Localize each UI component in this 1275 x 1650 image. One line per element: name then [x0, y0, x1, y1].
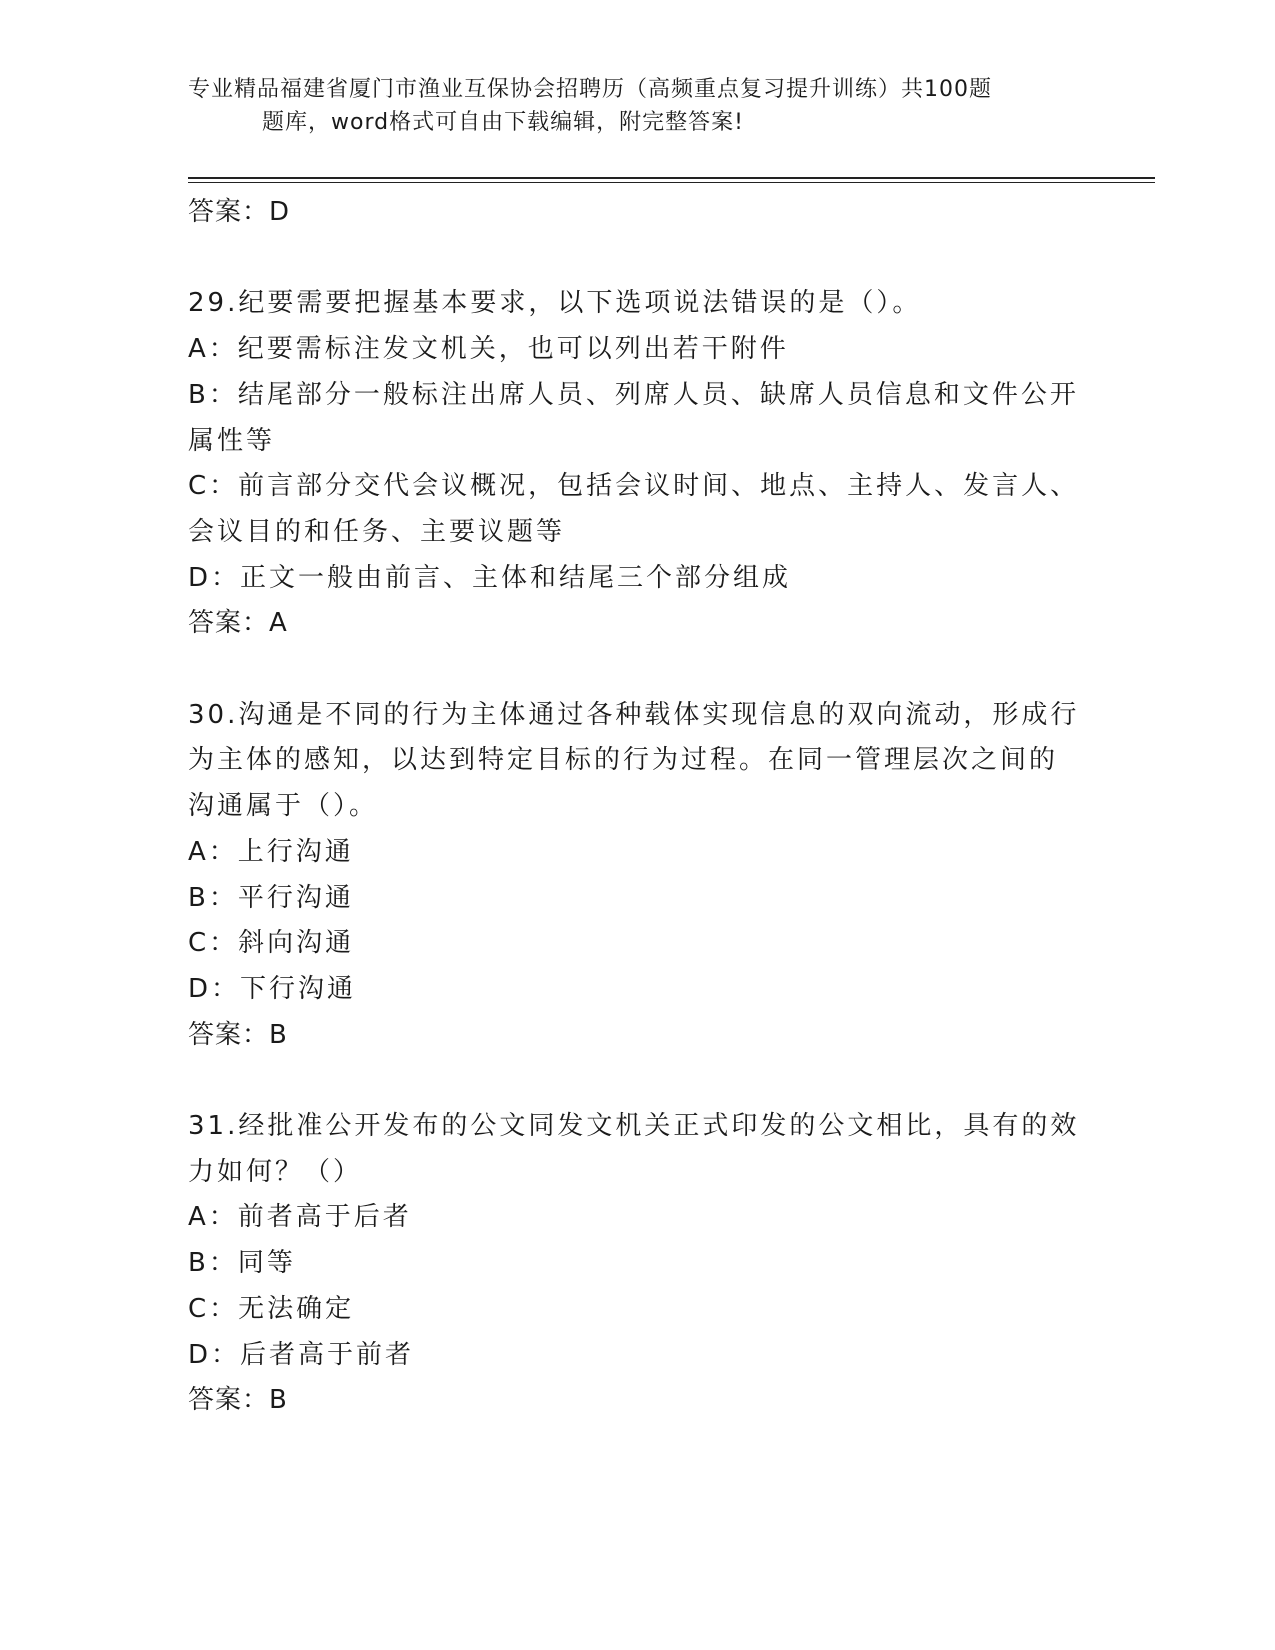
answer: 答案：B	[188, 1019, 288, 1050]
option-a: A：纪要需标注发文机关，也可以列出若干附件	[188, 334, 789, 365]
question-text-line1: 30.沟通是不同的行为主体通过各种载体实现信息的双向流动，形成行	[188, 699, 1080, 730]
option-b: B：平行沟通	[188, 882, 354, 913]
header-rule-thin	[188, 182, 1155, 183]
previous-answer: 答案：D	[188, 197, 291, 227]
question-text-line3: 沟通属于（）。	[188, 791, 379, 822]
header-rule-thick	[188, 177, 1155, 179]
question-31	[188, 1104, 1088, 1424]
document-body	[188, 190, 1088, 1424]
option-d: D：正文一般由前言、主体和结尾三个部分组成	[188, 562, 792, 593]
option-c	[188, 464, 1088, 555]
document-header	[188, 73, 1068, 139]
option-c: C：斜向沟通	[188, 928, 355, 959]
option-b: B：同等	[188, 1248, 296, 1279]
option-d: D：下行沟通	[188, 973, 357, 1004]
option-c-line2: 会议目的和任务、主要议题等	[188, 516, 566, 547]
option-a: A：前者高于后者	[188, 1202, 412, 1233]
option-a: A：上行沟通	[188, 836, 354, 867]
header-title-line2: 题库，word格式可自由下载编辑，附完整答案!	[262, 110, 744, 135]
answer: 答案：B	[188, 1385, 288, 1416]
option-c: C：无法确定	[188, 1293, 355, 1324]
question-text-line2: 为主体的感知，以达到特定目标的行为过程。在同一管理层次之间的	[188, 745, 1059, 776]
answer: 答案：A	[188, 608, 288, 639]
question-text-line2: 力如何？（）	[188, 1156, 363, 1187]
option-b	[188, 373, 1088, 464]
option-d: D：后者高于前者	[188, 1339, 415, 1370]
option-c-line1: C：前言部分交代会议概况，包括会议时间、地点、主持人、发言人、	[188, 471, 1080, 502]
header-title-line1: 专业精品福建省厦门市渔业互保协会招聘历（高频重点复习提升训练）共100题	[188, 77, 992, 102]
option-b-line2: 属性等	[188, 425, 276, 456]
question-text-line1: 31.经批准公开发布的公文同发文机关正式印发的公文相比，具有的效	[188, 1111, 1080, 1142]
question-text: 29.纪要需要把握基本要求，以下选项说法错误的是（）。	[188, 288, 922, 319]
question-29	[188, 281, 1088, 647]
option-b-line1: B：结尾部分一般标注出席人员、列席人员、缺席人员信息和文件公开	[188, 379, 1079, 410]
question-30	[188, 693, 1088, 1059]
